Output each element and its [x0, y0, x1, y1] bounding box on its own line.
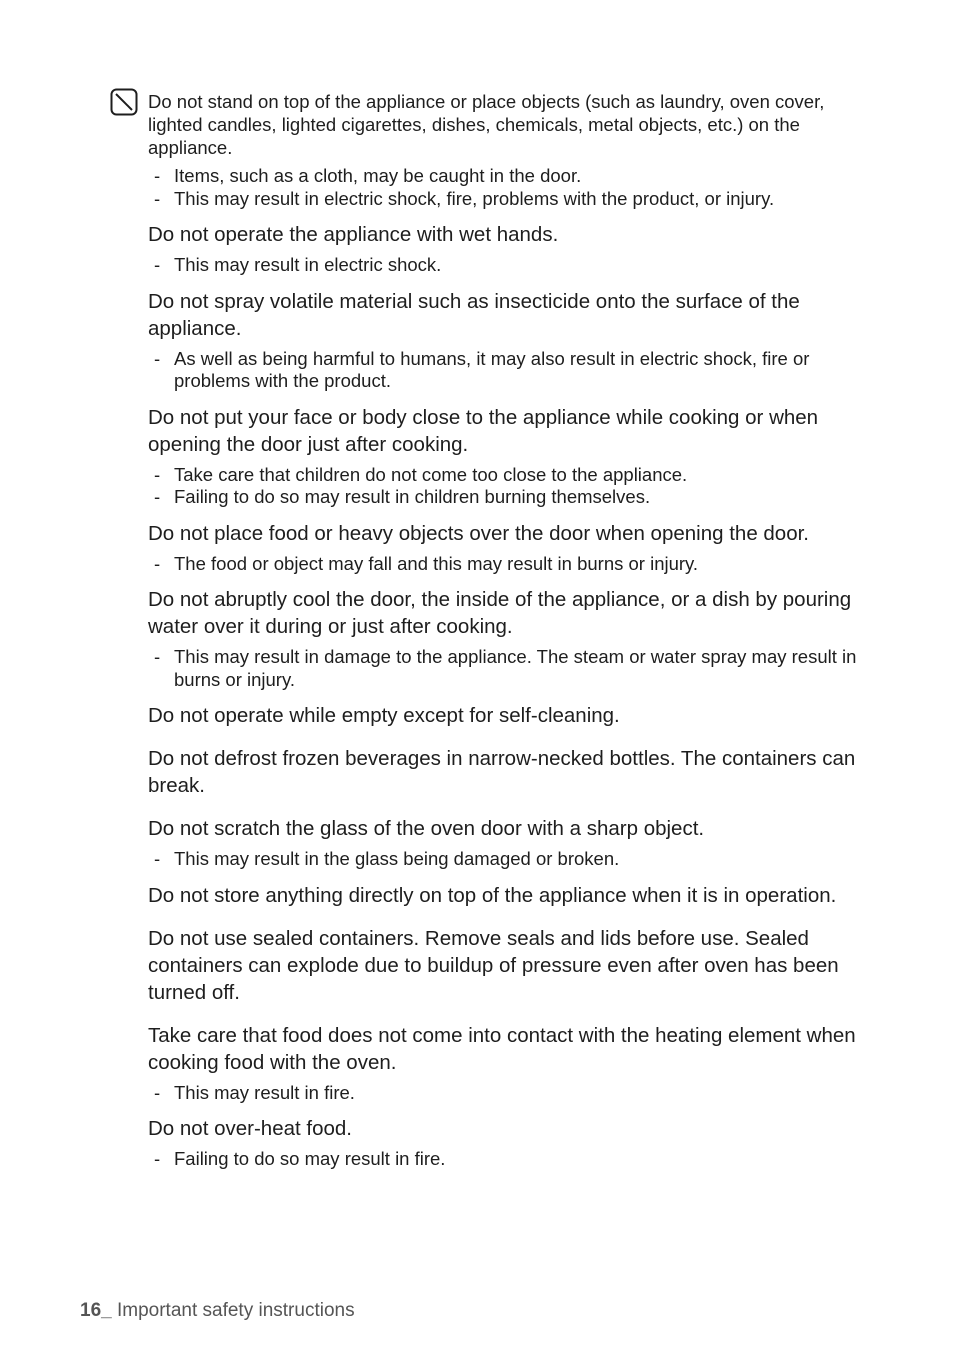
warning-item [148, 586, 868, 691]
warning-detail: - This may result in the glass being damaged or broken. [148, 848, 868, 871]
warning-details [148, 1148, 868, 1171]
warning-detail: - This may result in fire. [148, 1082, 868, 1105]
warnings-list [148, 90, 868, 1171]
warning-text: Do not operate while empty except for self-cleaning. [148, 704, 620, 727]
warning-details [148, 165, 868, 210]
page-number: 16_ [80, 1300, 112, 1321]
warning-text: Do not store anything directly on top of the appliance when it is in operation. [148, 883, 837, 907]
warning-item [148, 90, 868, 210]
warning-item [148, 520, 868, 576]
warning-details [148, 348, 868, 393]
warning-text: Do not defrost frozen beverages in narrow-necked bottles. The containers can break. [148, 747, 856, 797]
warning-text: Do not place food or heavy objects over the door when opening the door. [148, 521, 810, 545]
section-title: Important safety instructions [111, 1300, 355, 1321]
warning-detail: - This may result in electric shock. [148, 254, 868, 277]
warning-detail: - This may result in electric shock, fire, problems with the product, or injury. [148, 188, 868, 211]
warning-item [148, 404, 868, 509]
warning-text: Do not operate the appliance with wet hands. [148, 223, 559, 246]
warning-details [148, 464, 868, 509]
warning-text: Do not use sealed containers. Remove seals and lids before use. Sealed containers can explode due to buildup of pressure even after oven has been turned off. [148, 926, 839, 1004]
warning-item [148, 815, 868, 871]
warning-detail: - Failing to do so may result in fire. [148, 1148, 868, 1171]
warning-detail: - Failing to do so may result in children burning themselves. [148, 486, 868, 509]
page-footer [80, 1300, 355, 1322]
prohibition-icon [110, 88, 138, 116]
warning-text: Do not stand on top of the appliance or place objects (such as laundry, oven cover, lighted candles, lighted cigarettes, dishes, chemicals, metal objects, etc.) on the appliance. [148, 91, 825, 158]
warning-detail: - The food or object may fall and this may result in burns or injury. [148, 553, 868, 576]
warning-text: Do not put your face or body close to the appliance while cooking or when opening the door just after cooking. [148, 405, 819, 456]
warning-item [148, 745, 868, 799]
warning-detail: - Take care that children do not come too close to the appliance. [148, 464, 868, 487]
warning-item [148, 1115, 868, 1171]
warning-details [148, 1082, 868, 1105]
warning-detail: - This may result in damage to the appliance. The steam or water spray may result in burns or injury. [148, 646, 868, 691]
warning-item [148, 882, 868, 909]
warning-item [148, 1022, 868, 1105]
warning-item [148, 702, 868, 729]
warning-details [148, 646, 868, 691]
warning-text: Do not over-heat food. [148, 1117, 352, 1140]
warning-item [148, 221, 868, 277]
warning-item [148, 288, 868, 393]
warning-text: Do not spray volatile material such as insecticide onto the surface of the appliance. [148, 289, 800, 340]
warning-detail: - As well as being harmful to humans, it may also result in electric shock, fire or problems with the product. [148, 348, 868, 393]
warning-details [148, 553, 868, 576]
warning-text: Do not abruptly cool the door, the inside of the appliance, or a dish by pouring water over it during or just after cooking. [148, 588, 852, 638]
warning-text: Do not scratch the glass of the oven door with a sharp object. [148, 817, 705, 840]
warning-details [148, 254, 868, 277]
warning-details [148, 848, 868, 871]
warning-item [148, 925, 868, 1006]
warning-detail: - Items, such as a cloth, may be caught in the door. [148, 165, 868, 188]
warning-text: Take care that food does not come into contact with the heating element when cooking food with the oven. [148, 1023, 856, 1074]
